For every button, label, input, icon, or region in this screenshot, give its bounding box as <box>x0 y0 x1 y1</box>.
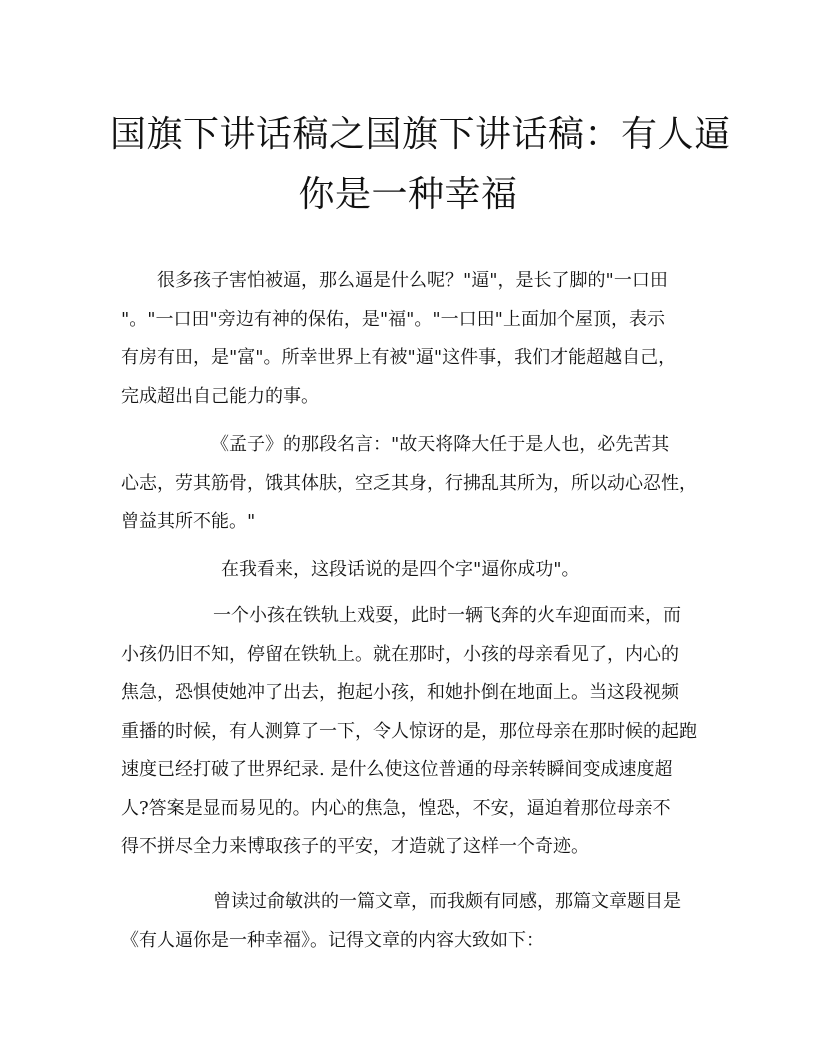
paragraph-line: 重播的时候，有人测算了一下，令人惊讶的是，那位母亲在那时候的起跑 <box>121 720 697 742</box>
paragraph-line: 速度已经打破了世界纪录. 是什么使这位普通的母亲转瞬间变成速度超 <box>121 759 673 780</box>
paragraph-line: 有房有田，是"富"。所幸世界上有被"逼"这件事，我们才能超越自己， <box>121 347 677 368</box>
paragraph-line: 在我看来，这段话说的是四个字"逼你成功"。 <box>221 559 580 580</box>
paragraph-line: 人?答案是显而易见的。内心的焦急，惶恐，不安，逼迫着那位母亲不 <box>121 797 671 819</box>
paragraph-line: 《有人逼你是一种幸福》。记得文章的内容大致如下： <box>121 929 544 951</box>
paragraph-line: 完成超出自己能力的事。 <box>121 385 319 407</box>
document-title-line-2: 你是一种幸福 <box>298 174 518 215</box>
paragraph-4 <box>121 597 696 867</box>
paragraph-line: 《孟子》的那段名言："故天将降大任于是人也，必先苦其 <box>211 434 670 455</box>
document-title-line-1: 国旗下讲话稿之国旗下讲话稿：有人逼 <box>110 114 731 155</box>
paragraph-line: "。"一口田"旁边有神的保佑，是"福"。"一口田"上面加个屋顶，表示 <box>121 308 665 330</box>
paragraph-3 <box>121 551 696 590</box>
paragraph-line: 很多孩子害怕被逼，那么逼是什么呢？"逼"，是长了脚的"一口田 <box>157 270 668 291</box>
paragraph-line: 一个小孩在铁轨上戏耍，此时一辆飞奔的火车迎面而来，而 <box>213 605 681 626</box>
paragraph-line: 心志，劳其筋骨，饿其体肤，空乏其身，行拂乱其所为，所以动心忍性， <box>121 472 697 494</box>
paragraph-line: 焦急，恐惧使她冲了出去，抱起小孩，和她扑倒在地面上。当这段视频 <box>121 682 679 703</box>
paragraph-1 <box>121 262 696 416</box>
paragraph-line: 得不拼尽全力来博取孩子的平安，才造就了这样一个奇迹。 <box>121 836 589 857</box>
paragraph-5 <box>121 883 696 960</box>
paragraph-line: 曾读过俞敏洪的一篇文章，而我颇有同感，那篇文章题目是 <box>213 891 681 912</box>
paragraph-2 <box>121 426 696 542</box>
paragraph-line: 小孩仍旧不知，停留在铁轨上。就在那时，小孩的母亲看见了，内心的 <box>121 643 679 665</box>
paragraph-line: 曾益其所不能。" <box>121 511 256 532</box>
